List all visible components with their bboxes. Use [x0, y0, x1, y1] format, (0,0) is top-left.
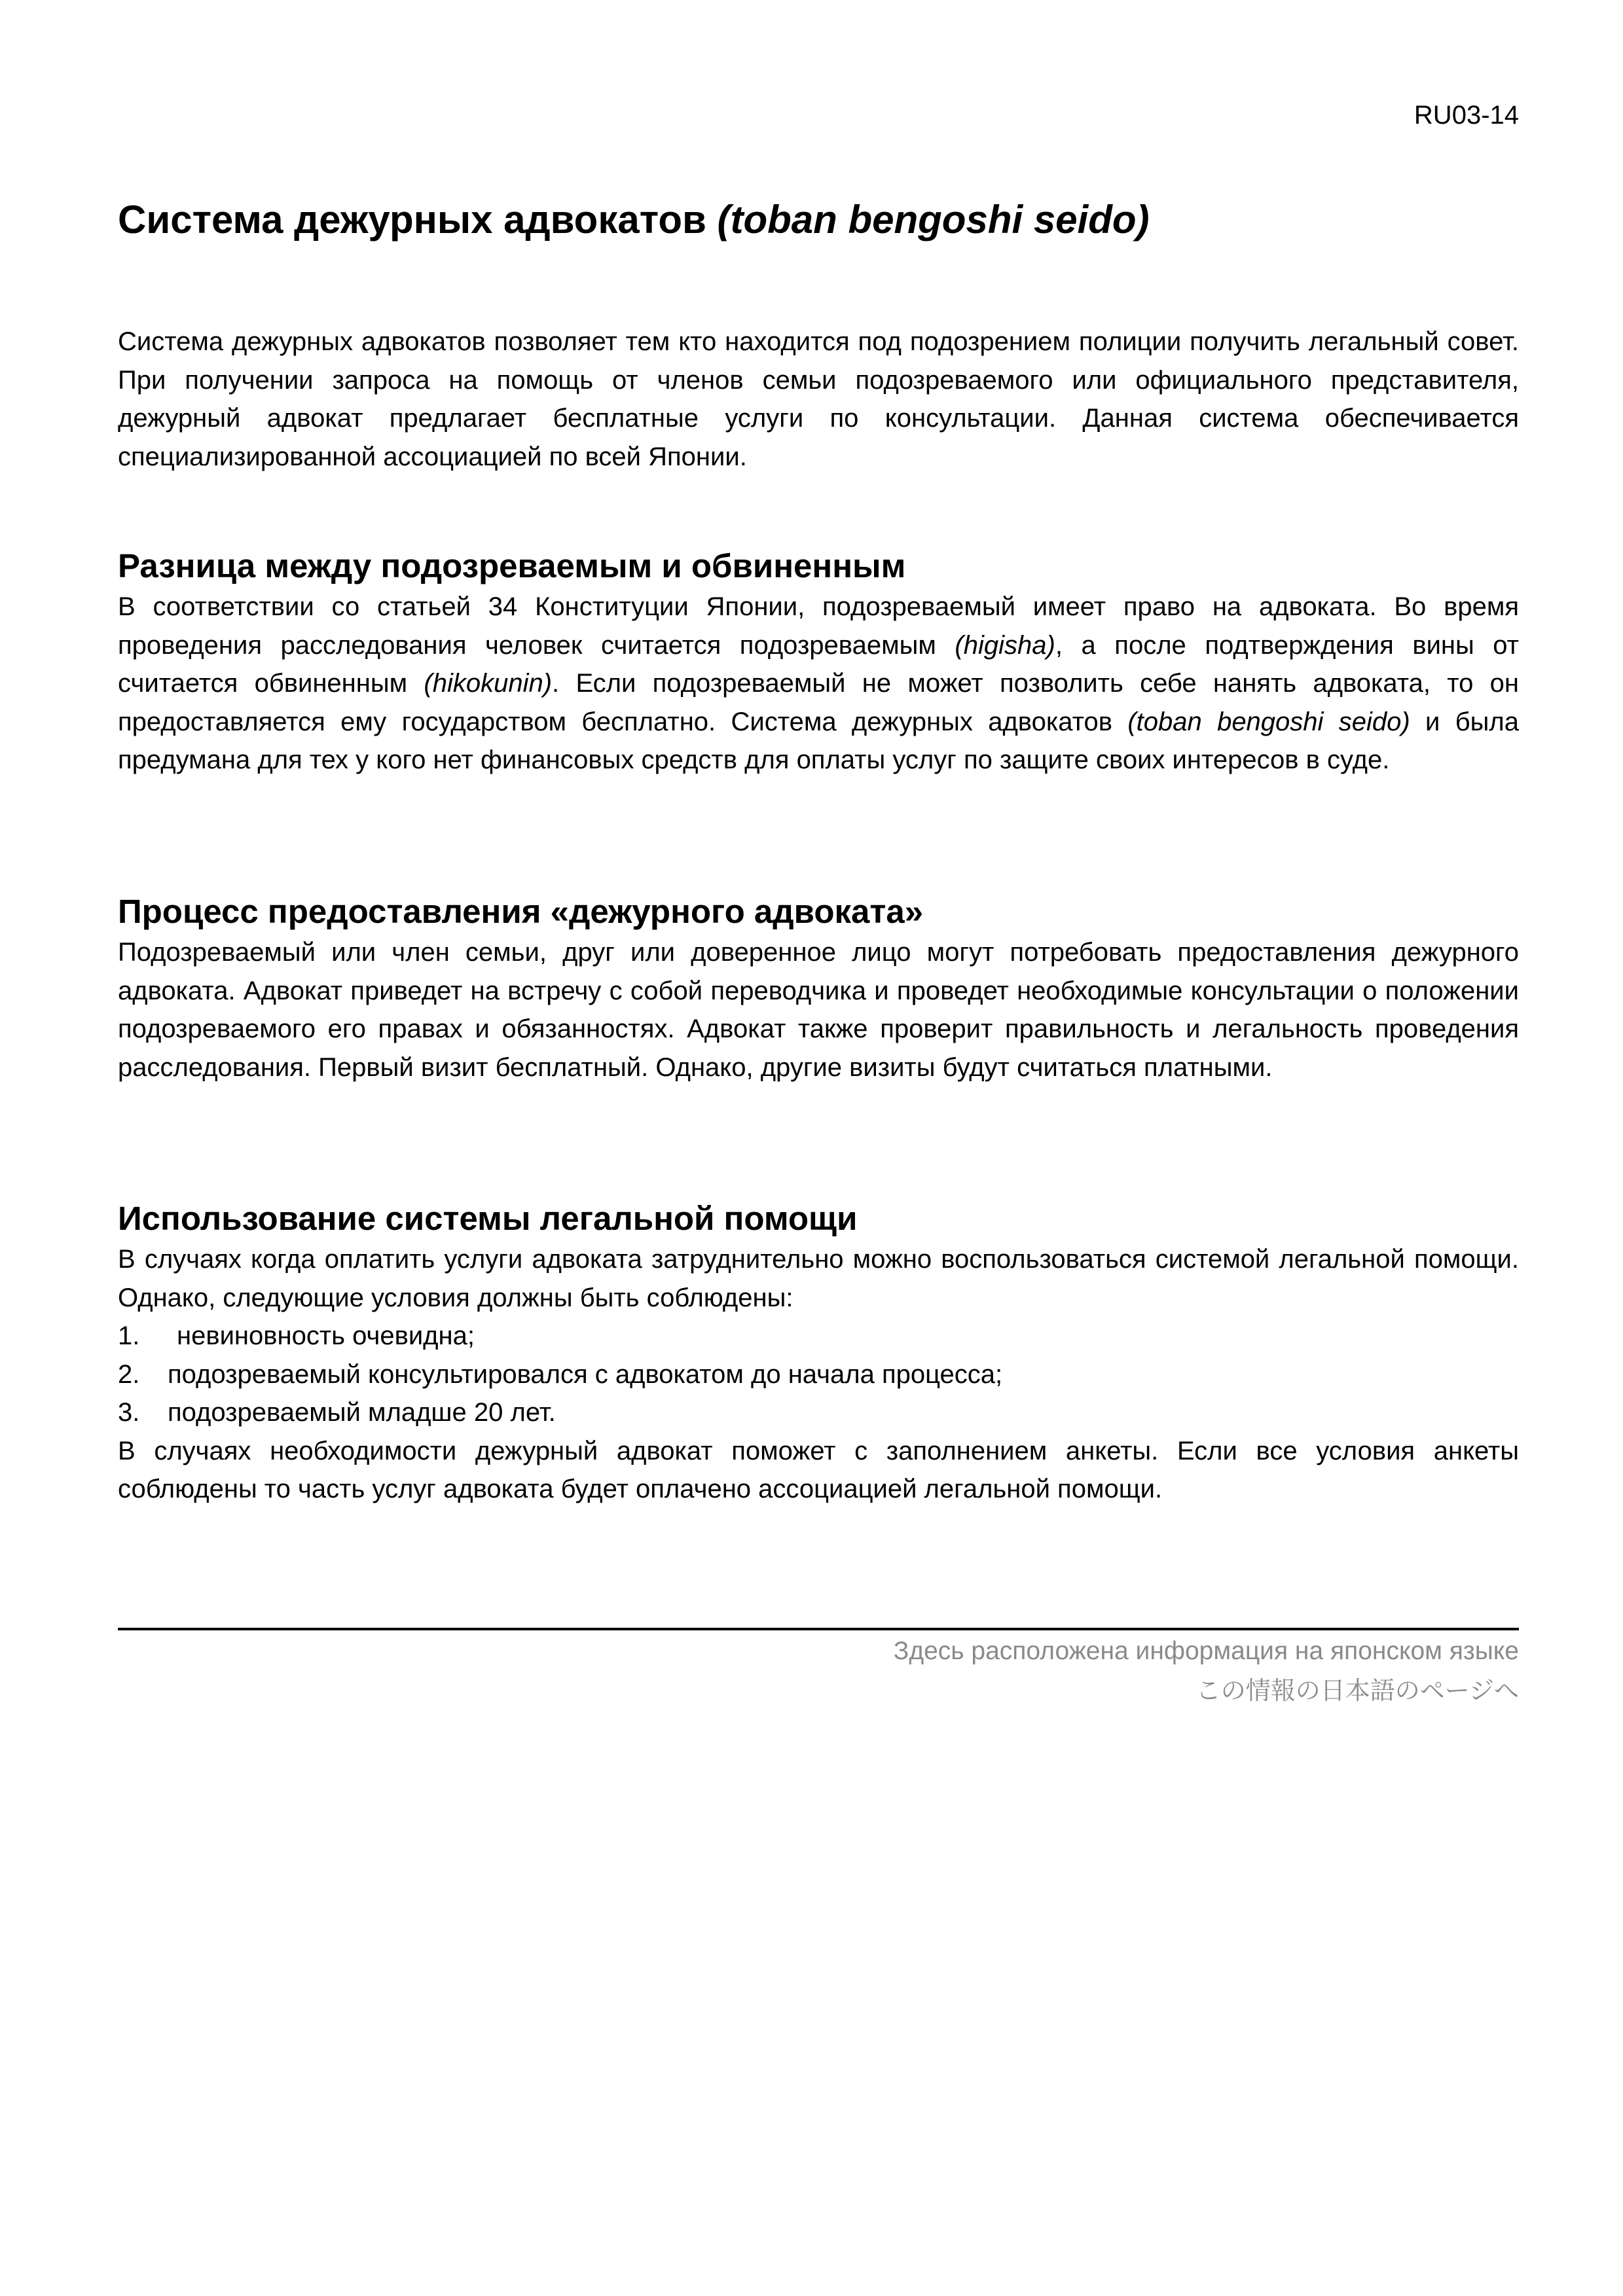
section-legal-aid — [118, 1197, 1519, 1509]
japanese-info-link[interactable]: Здесь расположена информация на японском языке — [893, 1637, 1519, 1665]
text-run: В соответствии со статьей 34 Конституции Японии, подозреваемый имеет право на адвоката. Во время проведения расследования человек считается подозреваемым — [118, 592, 1519, 660]
section-paragraph — [118, 588, 1519, 780]
conditions-list — [118, 1317, 1519, 1432]
list-item-text: подозреваемый младше 20 лет. — [168, 1398, 556, 1427]
term-hikokunin: (hikokunin) — [424, 669, 553, 698]
section-paragraph: В случаях когда оплатить услуги адвоката затруднительно можно воспользоваться системой легальной помощи. Однако, следующие условия должны быть соблюдены: — [118, 1245, 1519, 1312]
list-item-text: невиновность очевидна; — [177, 1321, 475, 1350]
japanese-page-link[interactable]: この情報の日本語のページへ — [1195, 1676, 1519, 1705]
list-item-text: подозреваемый консультировался с адвокатом до начала процесса; — [168, 1359, 1003, 1389]
section-heading: Процесс предоставления «дежурного адвоката» — [118, 893, 924, 930]
term-higisha: (higisha) — [955, 630, 1055, 660]
list-item-number: 1. — [118, 1321, 140, 1350]
list-item — [118, 1355, 1519, 1394]
term-toban-bengoshi-seido: (toban bengoshi seido) — [1127, 707, 1410, 736]
section-paragraph: Подозреваемый или член семьи, друг или доверенное лицо могут потребовать предоставления дежурного адвоката. Адвокат приведет на встречу с собой переводчика и проведет необходимые консультации о положении подозреваемого его правах и обязанностях. Адвокат также проверит правильность и легальность проведения расследования. Первый визит бесплатный. Однако, другие визиты будут считаться платными. — [118, 938, 1519, 1082]
section-paragraph: В случаях необходимости дежурный адвокат поможет с заполнением анкеты. Если все условия анкеты соблюдены то часть услуг адвоката будет оплачено ассоциацией легальной помощи. — [118, 1436, 1519, 1503]
page-title-term: (toban bengoshi seido) — [717, 198, 1150, 242]
list-item — [118, 1317, 1519, 1355]
document-code: RU03-14 — [1413, 101, 1519, 130]
text-run: . Если подозреваемый не может позволить себе нанять адвоката, то он предоставляется ему государством бесплатно. Система дежурных адвокатов — [118, 669, 1520, 736]
section-duty-lawyer-process — [118, 890, 1519, 1086]
text-run: и была предумана для тех у кого нет финансовых средств для оплаты услуг по защите своих интересов в суде. — [118, 707, 1519, 774]
section-suspect-vs-accused — [118, 545, 1519, 780]
page-title-main: Система дежурных адвокатов — [118, 198, 718, 242]
section-heading: Использование системы легальной помощи — [118, 1200, 858, 1237]
list-item-number: 3. — [118, 1398, 140, 1427]
page-title — [118, 195, 1150, 245]
text-run: , а после подтверждения вины от считается обвиненным — [118, 630, 1519, 698]
intro-paragraph: Система дежурных адвокатов позволяет тем кто находится под подозрением полиции получить легальный совет. При получении запроса на помощь от членов семьи подозреваемого или официального представителя, дежурный адвокат предлагает бесплатные услуги по консультации. Данная система обеспечивается специализированной ассоциацией по всей Японии. — [118, 327, 1519, 471]
list-item-number: 2. — [118, 1359, 140, 1389]
section-heading: Разница между подозреваемым и обвиненным — [118, 547, 906, 584]
document-page — [118, 0, 1519, 2296]
list-item — [118, 1393, 1519, 1432]
footer-divider — [118, 1628, 1519, 1630]
